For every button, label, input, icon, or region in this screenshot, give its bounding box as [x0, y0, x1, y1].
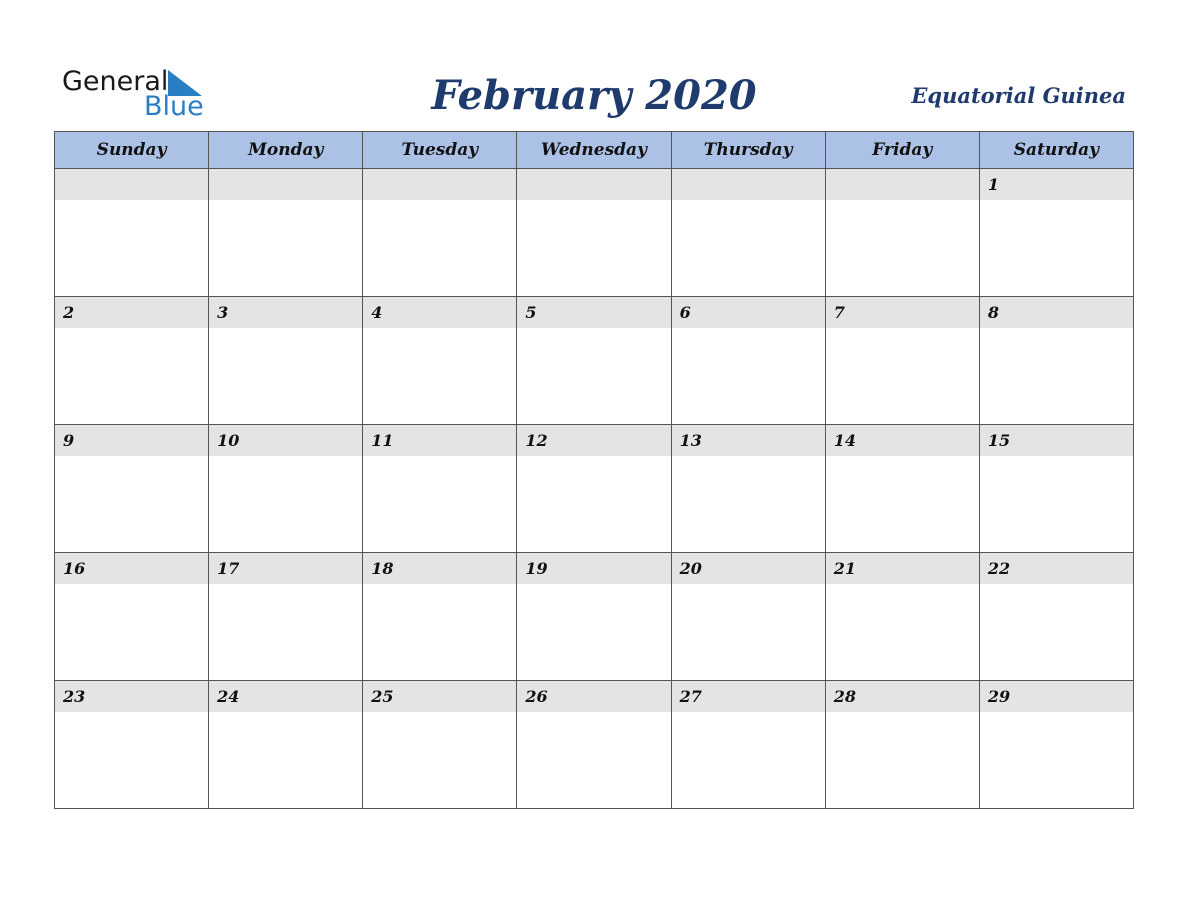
day-number: 5 — [517, 297, 670, 328]
day-number — [55, 169, 208, 200]
day-number: 3 — [209, 297, 362, 328]
day-cell — [209, 425, 363, 553]
day-number: 27 — [672, 681, 825, 712]
day-cell — [363, 425, 517, 553]
day-cell — [980, 553, 1134, 681]
day-cell — [672, 553, 826, 681]
day-number: 29 — [980, 681, 1133, 712]
day-number: 23 — [55, 681, 208, 712]
day-cell — [826, 681, 980, 809]
day-number: 24 — [209, 681, 362, 712]
day-cell — [55, 681, 209, 809]
weekday-header-tuesday: Tuesday — [363, 132, 517, 169]
day-number: 26 — [517, 681, 670, 712]
day-number — [672, 169, 825, 200]
day-number: 11 — [363, 425, 516, 456]
day-number: 2 — [55, 297, 208, 328]
day-number — [363, 169, 516, 200]
logo-text-general: General — [62, 66, 169, 97]
day-number: 19 — [517, 553, 670, 584]
day-cell — [517, 681, 671, 809]
day-cell — [980, 169, 1134, 297]
day-number: 20 — [672, 553, 825, 584]
day-number: 8 — [980, 297, 1133, 328]
day-cell — [55, 553, 209, 681]
day-number: 10 — [209, 425, 362, 456]
day-number: 9 — [55, 425, 208, 456]
day-cell — [209, 169, 363, 297]
day-number: 14 — [826, 425, 979, 456]
day-cell — [363, 553, 517, 681]
day-number: 28 — [826, 681, 979, 712]
day-number: 1 — [980, 169, 1133, 200]
day-cell — [826, 169, 980, 297]
day-number: 4 — [363, 297, 516, 328]
day-cell — [209, 681, 363, 809]
day-cell — [209, 553, 363, 681]
logo-text-blue: Blue — [144, 91, 204, 122]
calendar-grid — [54, 131, 1134, 809]
day-number: 18 — [363, 553, 516, 584]
day-cell — [55, 169, 209, 297]
weekday-header-sunday: Sunday — [55, 132, 209, 169]
day-cell — [517, 297, 671, 425]
weekday-header-thursday: Thursday — [672, 132, 826, 169]
day-cell — [517, 553, 671, 681]
day-number: 25 — [363, 681, 516, 712]
day-number: 15 — [980, 425, 1133, 456]
day-cell — [363, 297, 517, 425]
day-number — [517, 169, 670, 200]
day-number — [209, 169, 362, 200]
day-cell — [980, 297, 1134, 425]
day-number: 6 — [672, 297, 825, 328]
day-cell — [980, 681, 1134, 809]
day-cell — [517, 425, 671, 553]
page-title: February 2020 — [431, 72, 757, 119]
day-number: 13 — [672, 425, 825, 456]
day-cell — [55, 297, 209, 425]
logo — [62, 66, 212, 122]
day-number: 22 — [980, 553, 1133, 584]
day-cell — [826, 297, 980, 425]
day-cell — [980, 425, 1134, 553]
day-number: 12 — [517, 425, 670, 456]
day-number: 7 — [826, 297, 979, 328]
day-cell — [672, 297, 826, 425]
day-cell — [517, 169, 671, 297]
day-number: 16 — [55, 553, 208, 584]
day-cell — [363, 169, 517, 297]
day-cell — [209, 297, 363, 425]
day-number — [826, 169, 979, 200]
day-number: 21 — [826, 553, 979, 584]
day-cell — [826, 553, 980, 681]
day-cell — [672, 169, 826, 297]
day-cell — [826, 425, 980, 553]
weekday-header-saturday: Saturday — [980, 132, 1134, 169]
weekday-header-monday: Monday — [209, 132, 363, 169]
day-cell — [363, 681, 517, 809]
weekday-header-friday: Friday — [826, 132, 980, 169]
country-name: Equatorial Guinea — [911, 83, 1126, 108]
day-cell — [672, 681, 826, 809]
weekday-header-wednesday: Wednesday — [517, 132, 671, 169]
day-cell — [672, 425, 826, 553]
day-cell — [55, 425, 209, 553]
day-number: 17 — [209, 553, 362, 584]
